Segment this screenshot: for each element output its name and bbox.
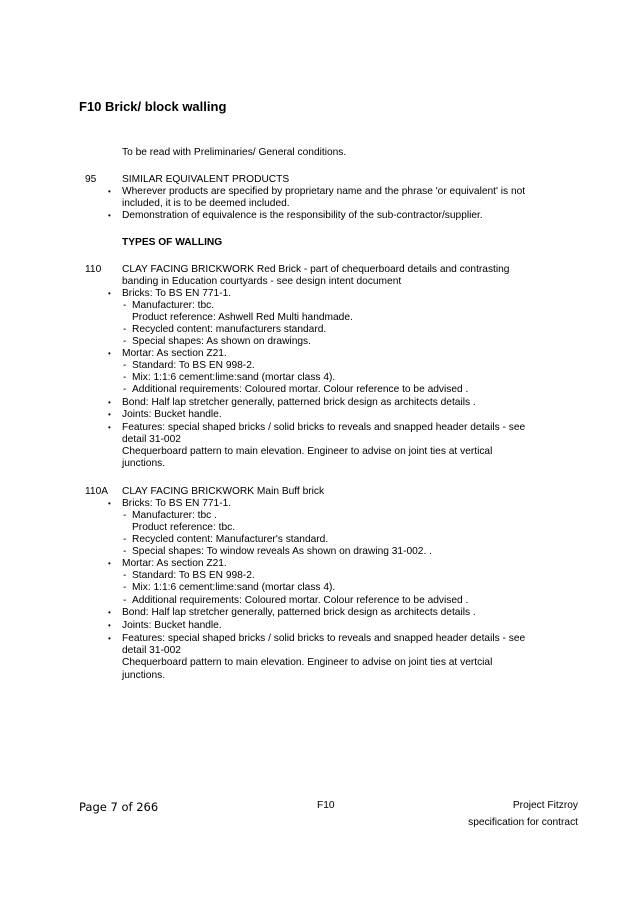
clause-number: 110A [85, 486, 109, 497]
dash-icon: - [123, 372, 127, 383]
dash-icon: - [123, 570, 127, 581]
bullet-icon: • [108, 349, 111, 358]
bullet-icon: • [108, 499, 111, 508]
clause-text: Recycled content: manufacturers standard. [132, 324, 327, 335]
clause-text: Demonstration of equivalence is the responsibility of the sub-contractor/supplier. [122, 210, 483, 221]
clause-text: detail 31-002 [122, 645, 181, 656]
bullet-icon: • [108, 608, 111, 617]
clause-text: Standard: To BS EN 998-2. [132, 360, 255, 371]
clause-text: Chequerboard pattern to main elevation. Engineer to advise on joint ties at vertcial [122, 657, 493, 668]
section-title: F10 Brick/ block walling [79, 99, 227, 114]
project-name: Project Fitzroy [512, 800, 578, 811]
dash-icon: - [123, 546, 127, 557]
page-number: Page 7 of 266 [79, 800, 159, 814]
clause-heading: SIMILAR EQUIVALENT PRODUCTS [122, 174, 290, 185]
clause-text: included, it is to be deemed included. [122, 198, 290, 209]
clause-text: Features: special shaped bricks / solid bricks to reveals and snapped header details - see [122, 633, 526, 644]
clause-text: Mortar: As section Z21. [122, 348, 227, 359]
dash-icon: - [123, 534, 127, 545]
clause-text: Bond: Half lap stretcher generally, patterned brick design as architects details . [122, 397, 476, 408]
clause-text: Chequerboard pattern to main elevation. Engineer to advise on joint ties at vertical [122, 446, 493, 457]
clause-text: Bond: Half lap stretcher generally, patterned brick design as architects details . [122, 607, 476, 618]
bullet-icon: • [108, 634, 111, 643]
clause-text: Mix: 1:1:6 cement:lime:sand (mortar class 4). [132, 372, 336, 383]
clause-text: Bricks: To BS EN 771-1. [122, 288, 232, 299]
clause-text: Special shapes: To window reveals As shown on drawing 31-002. . [132, 546, 432, 557]
clause-text: Wherever products are specified by proprietary name and the phrase 'or equivalent' is not [122, 186, 526, 197]
clause-text: Joints: Bucket handle. [122, 409, 222, 420]
dash-icon: - [123, 582, 127, 593]
footer-code: F10 [317, 800, 335, 811]
clause-text: Standard: To BS EN 998-2. [132, 570, 255, 581]
clause-text: Features: special shaped bricks / solid bricks to reveals and snapped header details - see [122, 422, 526, 433]
bullet-icon: • [108, 211, 111, 220]
bullet-icon: • [108, 289, 111, 298]
dash-icon: - [123, 300, 127, 311]
clause-text: Joints: Bucket handle. [122, 620, 222, 631]
clause-text: CLAY FACING BRICKWORK Main Buff brick [122, 486, 325, 497]
clause-text: junctions. [122, 458, 166, 469]
dash-icon: - [123, 510, 127, 521]
dash-icon: - [123, 324, 127, 335]
clause-text: Special shapes: As shown on drawings. [132, 336, 311, 347]
footer-project [468, 797, 578, 831]
clause-text: Mix: 1:1:6 cement:lime:sand (mortar class 4). [132, 582, 336, 593]
bullet-icon: • [108, 559, 111, 568]
clause-text: Additional requirements: Coloured mortar. Colour reference to be advised . [132, 595, 469, 606]
clause-text: Manufacturer: tbc. [132, 300, 215, 311]
bullet-icon: • [108, 423, 111, 432]
intro-text: To be read with Preliminaries/ General conditions. [122, 147, 347, 158]
clause-text: Mortar: As section Z21. [122, 558, 227, 569]
clause-number: 110 [85, 264, 102, 275]
bullet-icon: • [108, 621, 111, 630]
types-heading: TYPES OF WALLING [122, 237, 223, 248]
bullet-icon: • [108, 410, 111, 419]
clause-text: Product reference: tbc. [132, 522, 236, 533]
clause-number: 95 [85, 174, 97, 185]
dash-icon: - [123, 336, 127, 347]
clause-text: banding in Education courtyards - see design intent document [122, 276, 402, 287]
clause-text: Recycled content: Manufacturer's standard. [132, 534, 329, 545]
bullet-icon: • [108, 187, 111, 196]
clause-text: Bricks: To BS EN 771-1. [122, 498, 232, 509]
clause-text: detail 31-002 [122, 434, 181, 445]
clause-text: Manufacturer: tbc . [132, 510, 217, 521]
clause-text: Additional requirements: Coloured mortar. Colour reference to be advised . [132, 384, 469, 395]
dash-icon: - [123, 595, 127, 606]
project-subtitle: specification for contract [468, 817, 578, 828]
clause-text: junctions. [122, 670, 166, 681]
bullet-icon: • [108, 398, 111, 407]
clause-text: Product reference: Ashwell Red Multi handmade. [132, 312, 353, 323]
clause-text: CLAY FACING BRICKWORK Red Brick - part of chequerboard details and contrasting [122, 264, 510, 275]
dash-icon: - [123, 360, 127, 371]
dash-icon: - [123, 384, 127, 395]
